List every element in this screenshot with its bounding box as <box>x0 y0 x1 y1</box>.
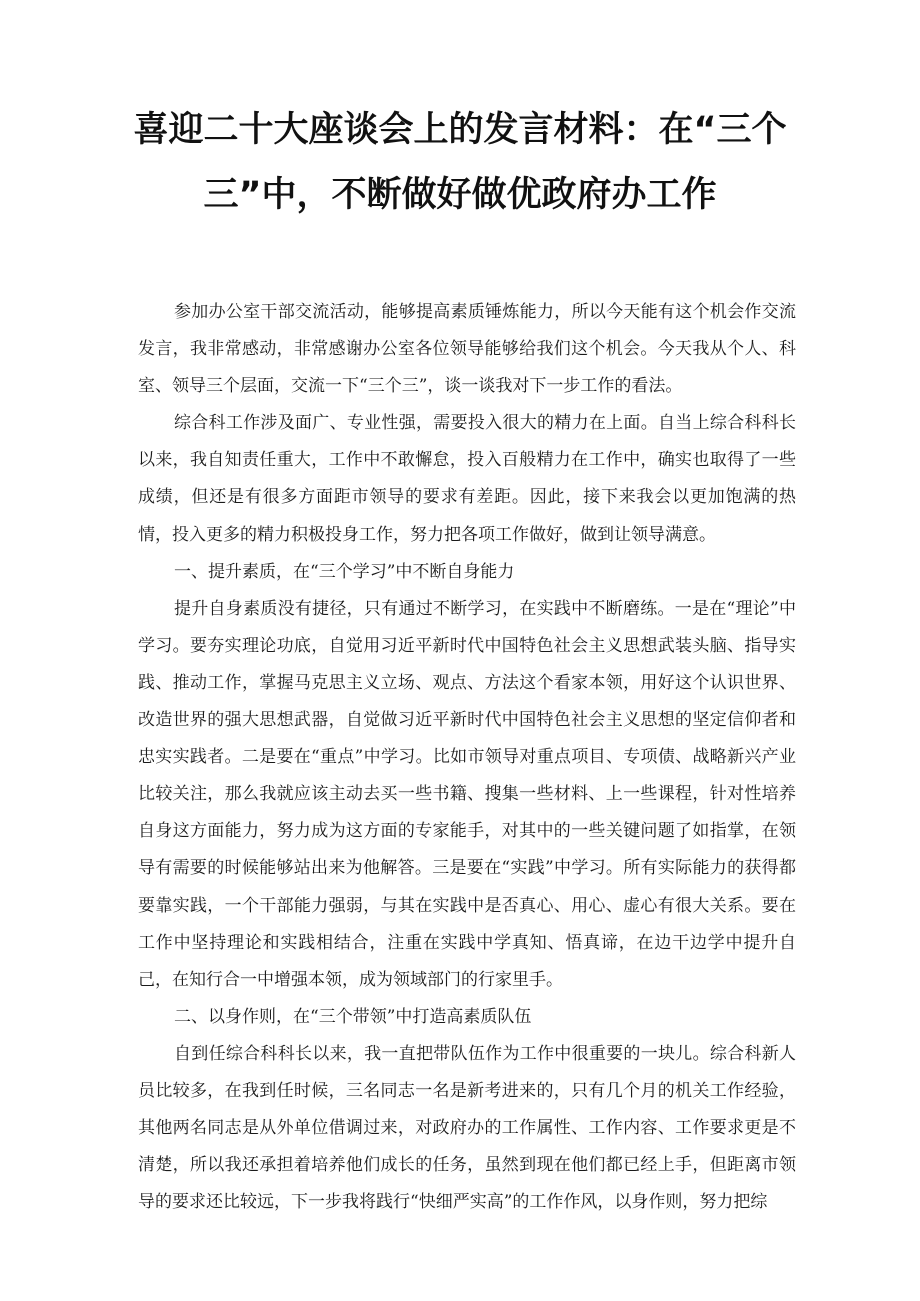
paragraph-section-1: 提升自身素质没有捷径，只有通过不断学习，在实践中不断磨练。一是在“理论”中学习。要夯实理论功底，自觉用习近平新时代中国特色社会主义思想武装头脑、指导实践、推动工作，掌握马克思主义立场、观点、方法这个看家本领，用好这个认识世界、改造世界的强大思想武器，自觉做习近平新时代中国特色社会主义思想的坚定信仰者和忠实实践者。二是要在“重点”中学习。比如市领导对重点项目、专项债、战略新兴产业比较关注，那么我就应该主动去买一些书籍、搜集一些材料、上一些课程，针对性培养自身这方面能力，努力成为这方面的专家能手，对其中的一些关键问题了如指掌，在领导有需要的时候能够站出来为他解答。三是要在“实践”中学习。所有实际能力的获得都要靠实践，一个干部能力强弱，与其在实践中是否真心、用心、虚心有很大关系。要在工作中坚持理论和实践相结合，注重在实践中学真知、悟真谛，在边干边学中提升自己，在知行合一中增强本领，成为领域部门的行家里手。 <box>138 598 796 990</box>
paragraph-intro: 参加办公室干部交流活动，能够提高素质锤炼能力，所以今天能有这个机会作交流发言，我非常感动，非常感谢办公室各位领导能够给我们这个机会。今天我从个人、科室、领导三个层面，交流一下“三个三”，谈一谈我对下一步工作的看法。 <box>138 302 796 397</box>
section-heading-1: 一、提升素质，在“三个学习”中不断自身能力 <box>174 561 515 582</box>
title-line-2: 三”中，不断做好做优政府办工作 <box>203 175 717 215</box>
section-heading-2: 二、以身作则，在“三个带领”中打造高素质队伍 <box>174 1006 532 1027</box>
document-body <box>138 294 796 1221</box>
paragraph-overview: 综合科工作涉及面广、专业性强，需要投入很大的精力在上面。自当上综合科科长以来，我自知责任重大，工作中不敢懈怠，投入百般精力在工作中，确实也取得了一些成绩，但还是有很多方面距市领导的要求有差距。因此，接下来我会以更加饱满的热情，投入更多的精力积极投身工作，努力把各项工作做好，做到让领导满意。 <box>138 413 796 545</box>
title-line-1: 喜迎二十大座谈会上的发言材料：在“三个 <box>133 110 787 150</box>
paragraph-section-2: 自到任综合科科长以来，我一直把带队伍作为工作中很重要的一块儿。综合科新人员比较多，在我到任时候，三名同志一名是新考进来的，只有几个月的机关工作经验，其他两名同志是从外单位借调过来，对政府办的工作属性、工作内容、工作要求更是不清楚，所以我还承担着培养他们成长的任务，虽然到现在他们都已经上手，但距离市领导的要求还比较远，下一步我将践行“快细严实高”的工作作风，以身作则，努力把综 <box>138 1043 796 1213</box>
document-title <box>110 98 810 228</box>
